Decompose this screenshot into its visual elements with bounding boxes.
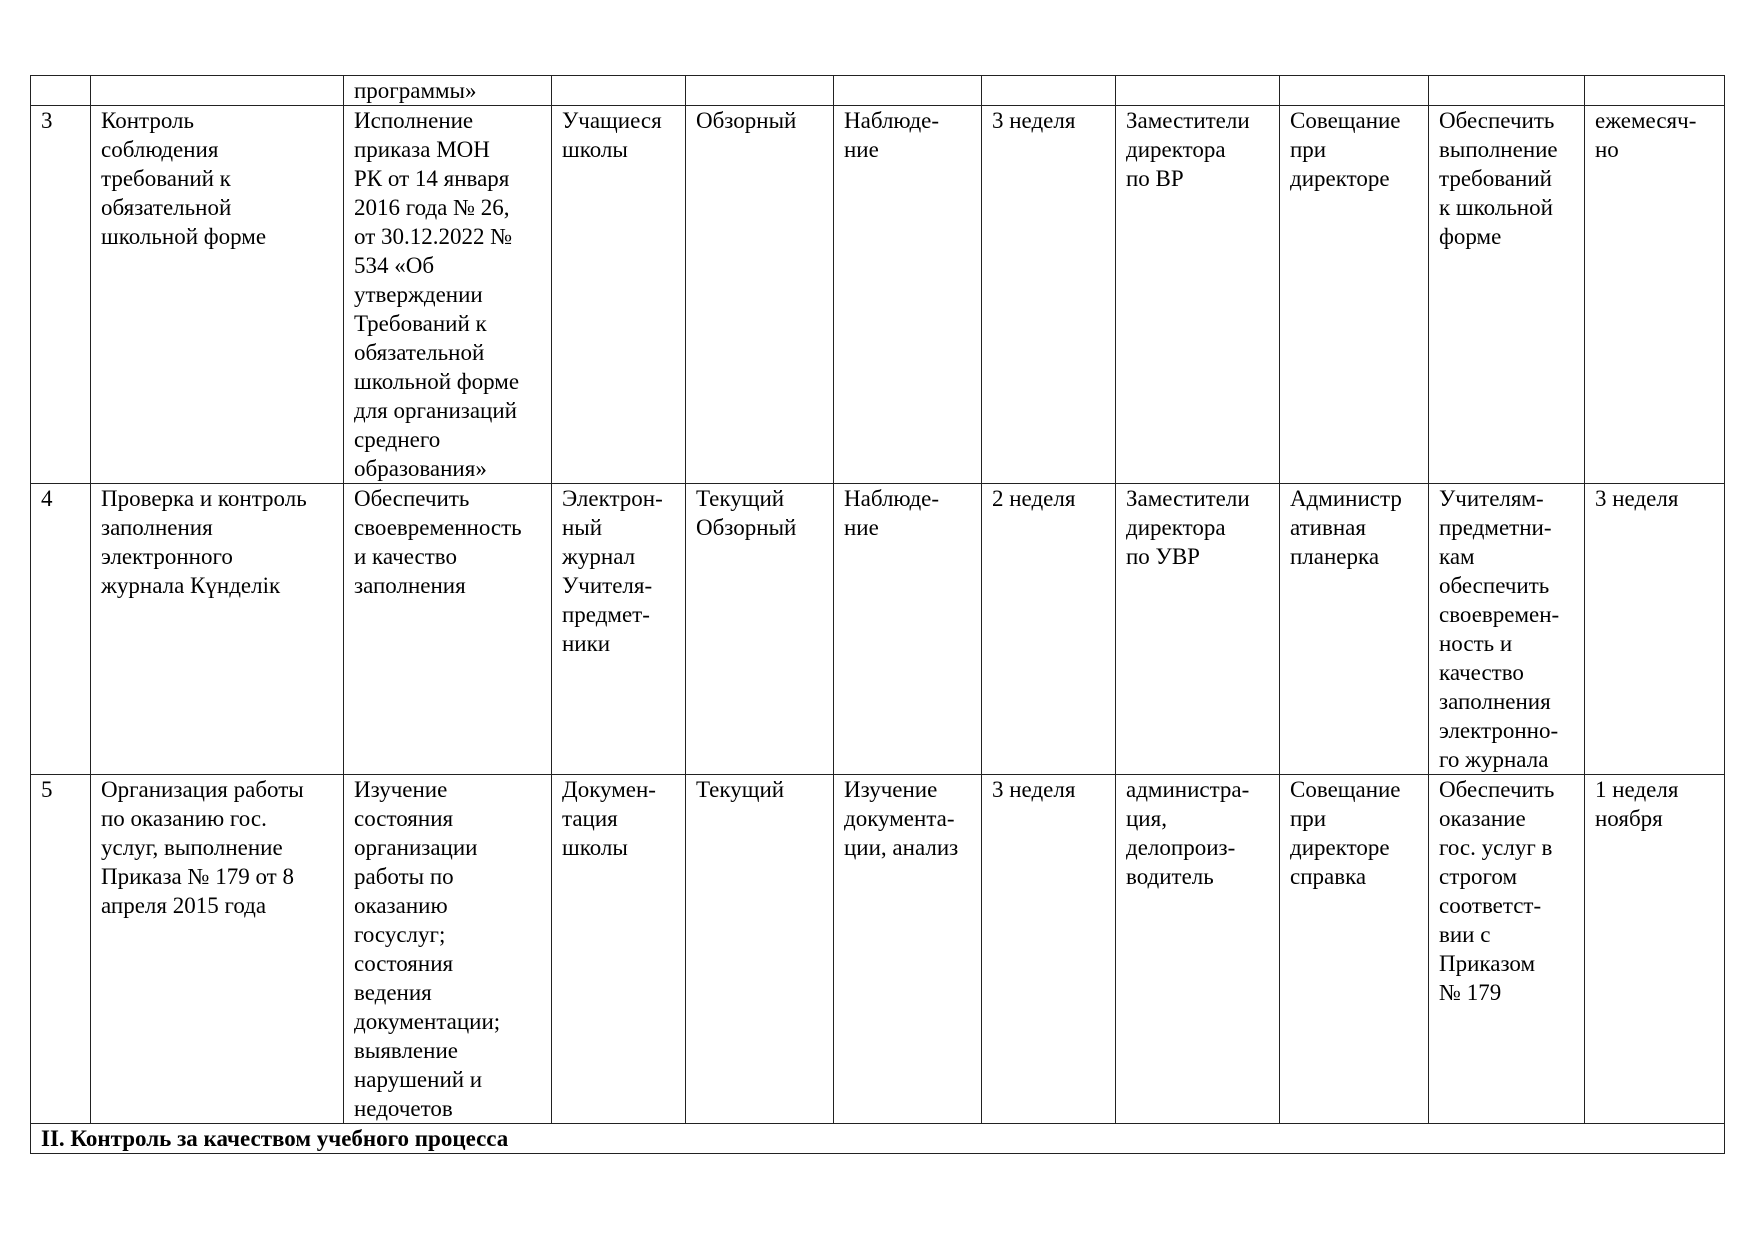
management-decision: Обеспечить оказание гос. услуг в строгом соответст- вии с Приказом № 179: [1429, 775, 1585, 1124]
management-decision: Обеспечить выполнение требований к школьной форме: [1429, 106, 1585, 484]
control-period: 3 неделя: [982, 106, 1116, 484]
control-object: Учащиеся школы: [552, 106, 686, 484]
control-subject: Проверка и контроль заполнения электронного журнала Күнделік: [91, 484, 344, 775]
table-cell: [1429, 76, 1585, 106]
repeat-control: 1 неделя ноября: [1585, 775, 1725, 1124]
section-heading-row: [31, 1124, 1725, 1154]
control-goal: Изучение состояния организации работы по оказанию госуслуг; состояния ведения документации; выявление нарушений и недочетов: [344, 775, 552, 1124]
table-cell: [834, 76, 982, 106]
table-cell: [982, 76, 1116, 106]
control-object: Электрон- ный журнал Учителя- предмет- ники: [552, 484, 686, 775]
control-type: Обзорный: [686, 106, 834, 484]
control-goal: Обеспечить своевременность и качество заполнения: [344, 484, 552, 775]
row-number: 4: [31, 484, 91, 775]
row-number: 5: [31, 775, 91, 1124]
responsible-person: Заместители директора по ВР: [1116, 106, 1280, 484]
table-row: [31, 775, 1725, 1124]
review-venue: Совещание при директоре справка: [1280, 775, 1429, 1124]
control-subject: Организация работы по оказанию гос. услуг, выполнение Приказа № 179 от 8 апреля 2015 года: [91, 775, 344, 1124]
review-venue: Совещание при директоре: [1280, 106, 1429, 484]
table-cell: [1116, 76, 1280, 106]
control-type: Текущий Обзорный: [686, 484, 834, 775]
control-type: Текущий: [686, 775, 834, 1124]
review-venue: Администр ативная планерка: [1280, 484, 1429, 775]
table-cell: [91, 76, 344, 106]
control-object: Докумен- тация школы: [552, 775, 686, 1124]
table-cell: [552, 76, 686, 106]
table-cell: [1280, 76, 1429, 106]
responsible-person: Заместители директора по УВР: [1116, 484, 1280, 775]
control-plan-table: [30, 75, 1725, 1154]
control-period: 2 неделя: [982, 484, 1116, 775]
table-cell: [1585, 76, 1725, 106]
table-cell: [31, 76, 91, 106]
table-cell: [686, 76, 834, 106]
control-goal: Исполнение приказа МОН РК от 14 января 2016 года № 26, от 30.12.2022 № 534 «Об утверждении Требований к обязательной школьной форме для организаций среднего образования»: [344, 106, 552, 484]
table-cell: программы»: [344, 76, 552, 106]
table-row: [31, 484, 1725, 775]
responsible-person: администра- ция, делопроиз- водитель: [1116, 775, 1280, 1124]
table-row: [31, 106, 1725, 484]
control-method: Наблюде- ние: [834, 484, 982, 775]
row-number: 3: [31, 106, 91, 484]
management-decision: Учителям- предметни- кам обеспечить своевремен- ность и качество заполнения электронно- го журнала: [1429, 484, 1585, 775]
control-method: Изучение документа- ции, анализ: [834, 775, 982, 1124]
table-row-continuation: [31, 76, 1725, 106]
section-heading: II. Контроль за качеством учебного процесса: [31, 1124, 1725, 1154]
repeat-control: ежемесяч- но: [1585, 106, 1725, 484]
control-period: 3 неделя: [982, 775, 1116, 1124]
control-method: Наблюде- ние: [834, 106, 982, 484]
repeat-control: 3 неделя: [1585, 484, 1725, 775]
control-subject: Контроль соблюдения требований к обязательной школьной форме: [91, 106, 344, 484]
